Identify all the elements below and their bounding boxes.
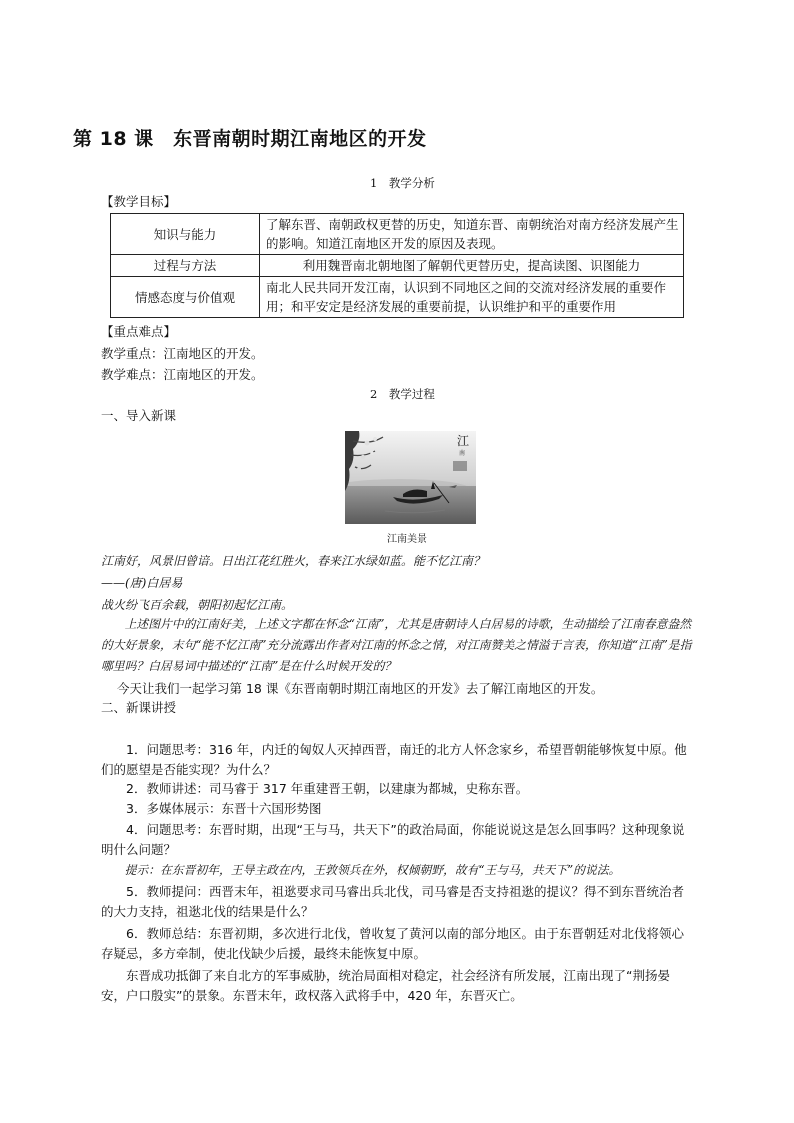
goal-key: 情感态度与价值观: [111, 277, 260, 318]
lesson-item: 3．多媒体展示：东晋十六国形势图: [126, 801, 322, 816]
lesson-item: 5．教师提问：西晋末年，祖逖要求司马睿出兵北伐，司马睿是否支持祖逖的提议？得不到东晋统治者的大力支持，祖逖北伐的结果是什么？: [101, 884, 684, 919]
difficult-point: 教学难点：江南地区的开发。: [101, 367, 264, 382]
lesson-item: 1．问题思考：316 年，内迁的匈奴人灭掉西晋，南迁的北方人怀念家乡，希望晋朝能够恢复中原。他们的愿望是否能实现？为什么？: [101, 742, 687, 777]
key-point: 教学重点：江南地区的开发。: [101, 346, 264, 361]
hint-text: 提示：在东晋初年，王导主政在内，王敦领兵在外，权倾朝野，故有“王与马，共天下”的说法。: [124, 863, 621, 877]
goal-value: 利用魏晋南北朝地图了解朝代更替历史，提高读图、识图能力: [260, 255, 684, 277]
lesson-item: 2．教师讲述：司马睿于 317 年重建晋王朝，以建康为都城，史称东晋。: [126, 781, 529, 796]
svg-text:江: 江: [457, 434, 470, 448]
table-row: [111, 277, 684, 318]
focus-heading: 【重点难点】: [101, 324, 177, 339]
image-caption: 江南美景: [387, 534, 427, 545]
poem-line: 江南好，风景旧曾谙。日出江花红胜火，春来江水绿如蓝。能不忆江南？: [101, 554, 486, 568]
lesson-title: 第 18 课 东晋南朝时期江南地区的开发: [73, 128, 427, 150]
poem-line: 战火纷飞百余载，朝阳初起忆江南。: [101, 598, 294, 612]
goal-value: 了解东晋、南朝政权更替的历史，知道东晋、南朝统治对南方经济发展产生的影响。知道江南地区开发的原因及表现。: [260, 214, 684, 255]
section-teaching-process: 2 教学过程: [370, 387, 435, 401]
jiangnan-scenery-image: [345, 431, 476, 524]
goal-key: 知识与能力: [111, 214, 260, 255]
table-row: [111, 214, 684, 255]
lesson-item: 6．教师总结：东晋初期，多次进行北伐，曾收复了黄河以南的部分地区。由于东晋朝廷对北伐将领心存疑忌，多方牵制，使北伐缺少后援，最终未能恢复中原。: [101, 926, 684, 961]
goal-key: 过程与方法: [111, 255, 260, 277]
part-intro-heading: 一、导入新课: [101, 408, 177, 423]
today-paragraph: 今天让我们一起学习第 18 课《东晋南朝时期江南地区的开发》去了解江南地区的开发。: [117, 681, 604, 696]
table-row: [111, 255, 684, 277]
section-teaching-analysis: 1 教学分析: [370, 176, 435, 190]
goals-table: [110, 213, 684, 318]
closing-paragraph: 东晋成功抵御了来自北方的军事威胁，统治局面相对稳定，社会经济有所发展，江南出现了“荆扬晏安，户口殷实”的景象。东晋末年，政权落入武将手中，420 年，东晋灭亡。: [101, 968, 670, 1003]
goal-value: 南北人民共同开发江南，认识到不同地区之间的交流对经济发展的重要作用；和平安定是经济发展的重要前提，认识维护和平的重要作用: [260, 277, 684, 318]
goals-heading: 【教学目标】: [101, 194, 177, 209]
intro-paragraph: 上述图片中的江南好美，上述文字都在怀念“江南”，尤其是唐朝诗人白居易的诗歌，生动描绘了江南春意盎然的大好景象，末句“能不忆江南”充分流露出作者对江南的怀念之情，对江南赞美之情溢于言表，你知道“江南”是指哪里吗？白居易词中描述的“江南”是在什么时候开发的？: [101, 617, 692, 673]
poem-author: ——(唐)白居易: [101, 576, 183, 590]
lesson-item: 4．问题思考：东晋时期，出现“王与马，共天下”的政治局面，你能说说这是怎么回事吗？这种现象说明什么问题？: [101, 822, 685, 857]
svg-text:南: 南: [459, 450, 466, 457]
part-new-lesson-heading: 二、新课讲授: [101, 700, 177, 715]
